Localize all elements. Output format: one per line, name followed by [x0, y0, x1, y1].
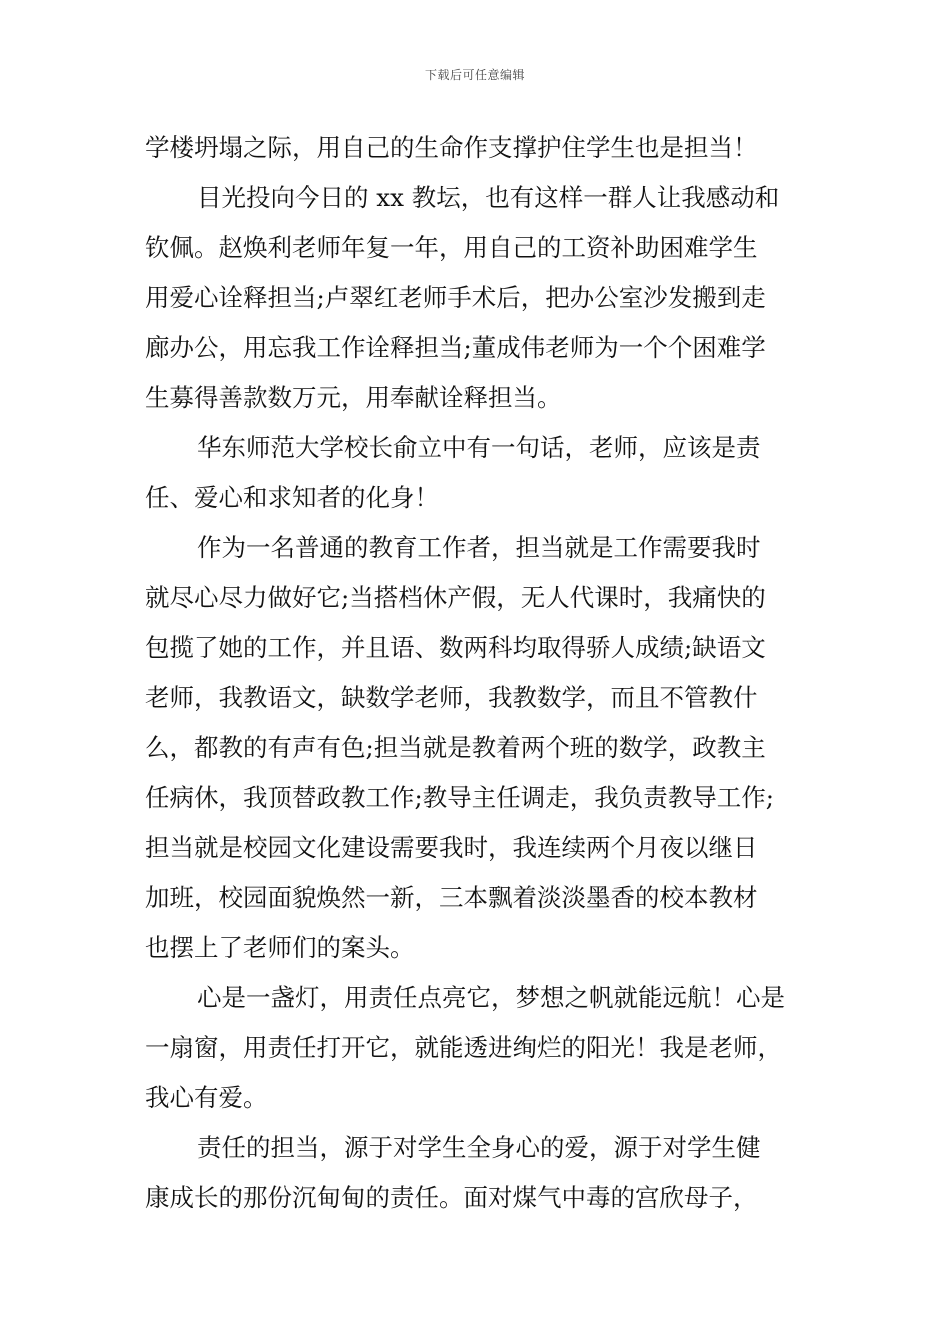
text-line: 包揽了她的工作，并且语、数两科均取得骄人成绩;缺语文 [145, 633, 766, 662]
text-line: 责任的担当，源于对学生全身心的爱，源于对学生健 [197, 1133, 761, 1162]
text-line: 就尽心尽力做好它;当搭档休产假，无人代课时，我痛快的 [145, 583, 766, 612]
header-note: 下载后可任意编辑 [424, 68, 525, 82]
text-line: 担当就是校园文化建设需要我时，我连续两个月夜以继日 [145, 833, 758, 862]
text-line: 作为一名普通的教育工作者，担当就是工作需要我时 [197, 533, 761, 562]
text-line: 学楼坍塌之际，用自己的生命作支撑护住学生也是担当！ [145, 133, 758, 162]
text-line: 一扇窗，用责任打开它，就能透进绚烂的阳光！我是老师， [145, 1033, 782, 1062]
text-line: 加班，校园面貌焕然一新，三本飘着淡淡墨香的校本教材 [145, 883, 758, 912]
text-line: 华东师范大学校长俞立中有一句话，老师，应该是责 [197, 433, 761, 462]
text-line: 廊办公，用忘我工作诠释担当;董成伟老师为一个个困难学 [145, 333, 766, 362]
text-line: 我心有爱。 [145, 1083, 268, 1112]
text-line: 钦佩。赵焕利老师年复一年，用自己的工资补助困难学生 [145, 233, 758, 262]
text-line: 康成长的那份沉甸甸的责任。面对煤气中毒的宫欣母子， [145, 1183, 758, 1212]
text-line: 用爱心诠释担当;卢翠红老师手术后，把办公室沙发搬到走 [145, 283, 766, 312]
text-line: 目光投向今日的 xx 教坛，也有这样一群人让我感动和 [197, 183, 780, 212]
text-line: 老师，我教语文，缺数学老师，我教数学，而且不管教什 [145, 683, 758, 712]
text-line: 生募得善款数万元，用奉献诠释担当。 [145, 383, 562, 412]
text-line: 么，都教的有声有色;担当就是教着两个班的数学，政教主 [145, 733, 766, 762]
text-line: 任病休，我顶替政教工作;教导主任调走，我负责教导工作; [145, 783, 775, 812]
text-line: 心是一盏灯，用责任点亮它，梦想之帆就能远航！心是 [197, 983, 785, 1012]
text-line: 任、爱心和求知者的化身！ [145, 483, 439, 512]
text-line: 也摆上了老师们的案头。 [145, 933, 415, 962]
body-text [145, 123, 820, 1223]
